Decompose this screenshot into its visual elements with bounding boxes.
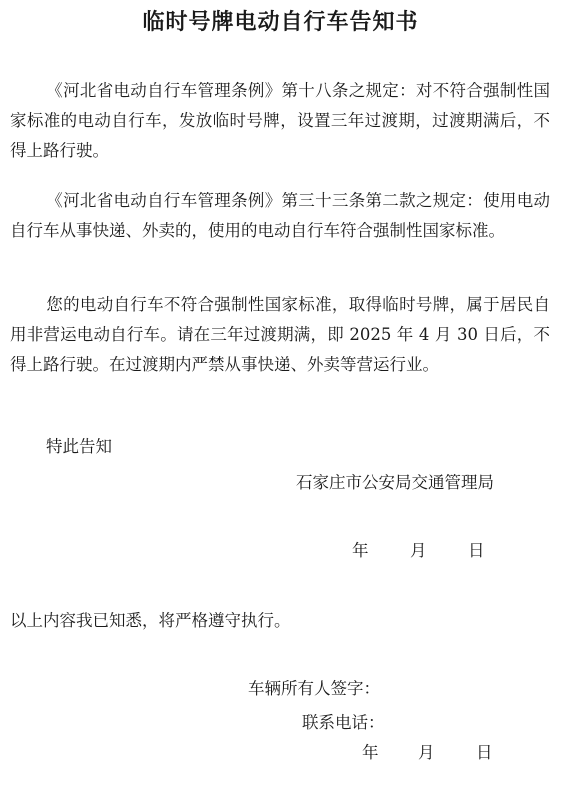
- issuer-name: 石家庄市公安局交通管理局: [296, 473, 494, 492]
- acknowledgement-text: 以上内容我已知悉，将严格遵守执行。: [10, 611, 291, 630]
- owner-date-year: 年: [362, 743, 379, 762]
- paragraph-owner-notice: 您的电动自行车不符合强制性国家标准，取得临时号牌，属于居民自用非营运电动自行车。请在三年过渡期满，即 2025 年 4 月 30 日后，不得上路行驶。在过渡期内严禁从事快递、外卖等营运行业。: [10, 295, 550, 374]
- phone-label: 联系电话：: [302, 713, 385, 732]
- document-title: 临时号牌电动自行车告知书: [142, 10, 419, 35]
- issuer-date-day: 日: [468, 541, 485, 560]
- paragraph-article-18: 《河北省电动自行车管理条例》第十八条之规定：对不符合强制性国家标准的电动自行车，发放临时号牌，设置三年过渡期，过渡期满后，不得上路行驶。: [10, 81, 550, 160]
- notice-closing: 特此告知: [46, 437, 112, 456]
- owner-date-day: 日: [476, 743, 493, 762]
- paragraph-article-33: 《河北省电动自行车管理条例》第三十三条第二款之规定：使用电动自行车从事快递、外卖的，使用的电动自行车符合强制性国家标准。: [10, 191, 550, 240]
- issuer-date-month: 月: [410, 541, 427, 560]
- signature-label: 车辆所有人签字：: [248, 679, 380, 698]
- issuer-date-year: 年: [352, 541, 369, 560]
- owner-date-month: 月: [418, 743, 435, 762]
